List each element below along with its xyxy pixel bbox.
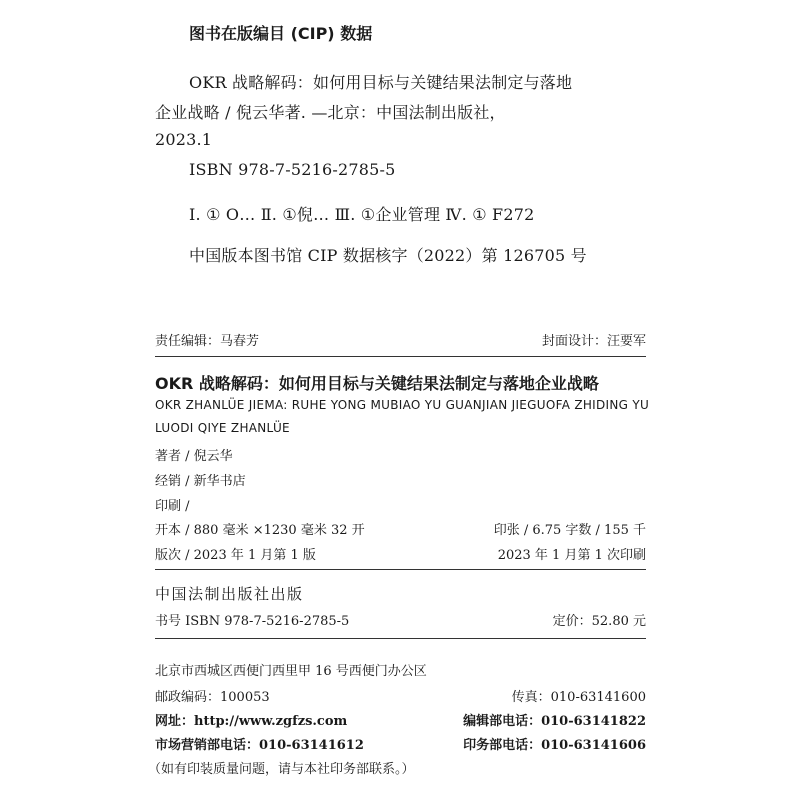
- responsible-editor: 责任编辑：马春芳: [155, 334, 260, 349]
- publisher-website: 网址：http://www.zgfzs.com: [155, 714, 348, 729]
- cip-line-subjects: Ⅰ. ① O… Ⅱ. ①倪… Ⅲ. ①企业管理 Ⅳ. ① F272: [189, 205, 535, 224]
- book-distributor: 经销 / 新华书店: [155, 474, 246, 489]
- quality-notice: （如有印装质量问题，请与本社印务部联系。）: [148, 762, 415, 777]
- book-title: OKR 战略解码：如何用目标与关键结果法制定与落地企业战略: [155, 374, 599, 393]
- cip-line-title: OKR 战略解码：如何用目标与关键结果法制定与落地: [189, 73, 573, 92]
- cip-line-isbn: ISBN 978-7-5216-2785-5: [189, 160, 396, 179]
- printing-dept-phone: 印务部电话：010-63141606: [463, 738, 646, 753]
- book-author: 著者 / 倪云华: [155, 449, 233, 464]
- cover-design: 封面设计：汪要军: [541, 334, 646, 349]
- divider-bottom: [155, 638, 646, 639]
- book-edition: 版次 / 2023 年 1 月第 1 版: [155, 548, 316, 563]
- book-pinyin-line1: OKR ZHANLÜE JIEMA: RUHE YONG MUBIAO YU GUANJIAN JIEGUOFA ZHIDING YU: [155, 398, 650, 412]
- marketing-phone: 市场营销部电话：010-63141612: [155, 738, 364, 753]
- divider-top: [155, 356, 646, 357]
- editorial-phone: 编辑部电话：010-63141822: [463, 714, 646, 729]
- book-pinyin-line2: LUODI QIYE ZHANLÜE: [155, 421, 290, 435]
- cip-line-author: 企业战略 / 倪云华著. —北京：中国法制出版社，: [155, 103, 506, 122]
- divider-middle: [155, 569, 646, 570]
- book-printing: 2023 年 1 月第 1 次印刷: [497, 548, 646, 563]
- cip-heading: 图书在版编目 (CIP) 数据: [189, 24, 373, 43]
- book-printer: 印刷 /: [155, 499, 190, 514]
- cip-line-record-number: 中国版本图书馆 CIP 数据核字（2022）第 126705 号: [189, 246, 587, 265]
- book-format: 开本 / 880 毫米 ×1230 毫米 32 开: [155, 523, 365, 538]
- publisher-fax: 传真：010-63141600: [511, 690, 646, 705]
- publisher-address: 北京市西城区西便门西里甲 16 号西便门办公区: [155, 664, 427, 679]
- publisher-isbn: 书号 ISBN 978-7-5216-2785-5: [155, 614, 350, 629]
- cip-line-date: 2023.1: [155, 130, 213, 149]
- publisher-name: 中国法制出版社出版: [155, 585, 304, 603]
- book-sheets-words: 印张 / 6.75 字数 / 155 千: [493, 523, 646, 538]
- publisher-postcode: 邮政编码：100053: [155, 690, 270, 705]
- book-price: 定价：52.80 元: [552, 614, 646, 629]
